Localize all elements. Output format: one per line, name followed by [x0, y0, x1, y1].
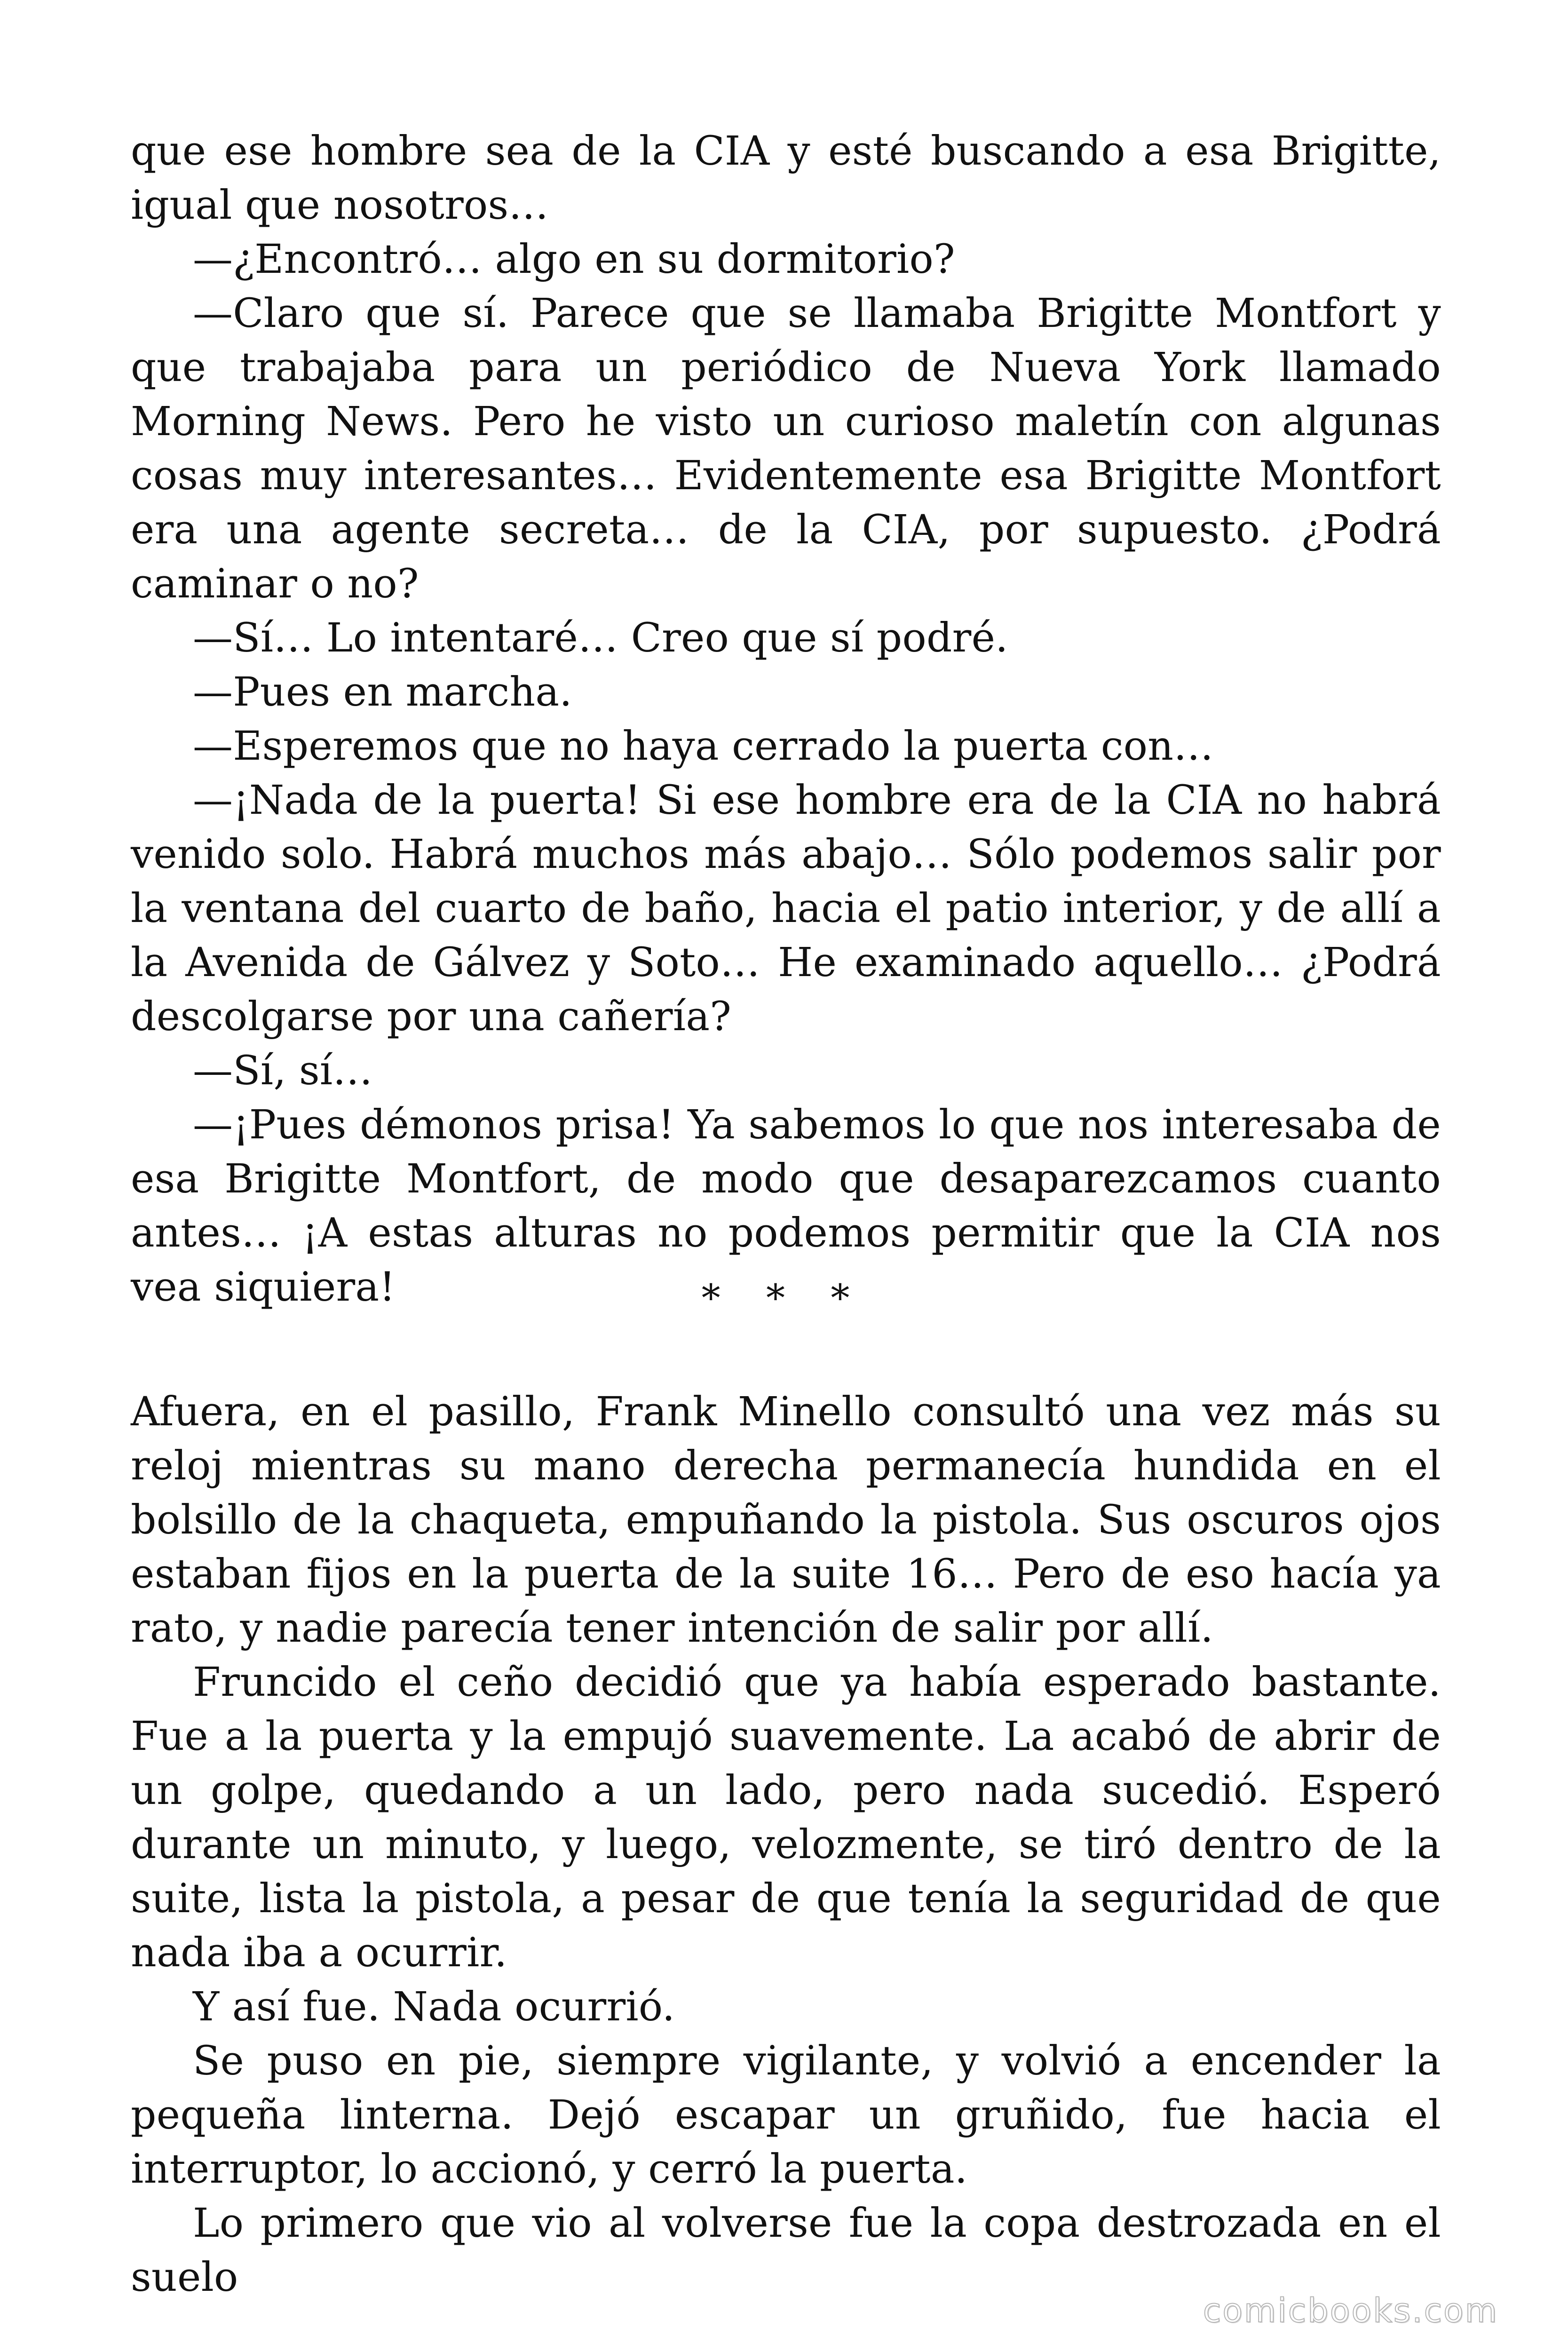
- paragraph: —Esperemos que no haya cerrado la puerta con…: [193, 723, 1214, 770]
- text-block-bottom: [131, 1385, 1441, 2304]
- paragraph: —Sí, sí…: [193, 1048, 373, 1094]
- paragraph: Lo primero que vio al volverse fue la copa destrozada en el suelo: [131, 2200, 1441, 2301]
- paragraph: —Claro que sí. Parece que se llamaba Brigitte Montfort y que trabajaba para un periódico de Nueva York llamado Morning News. Pero he visto un curioso maletín con algunas cosas muy interesantes… Evidentemente esa Brigitte Montfort era una agente secreta… de la CIA, por supuesto. ¿Podrá caminar o no?: [131, 290, 1441, 607]
- watermark: comicbooks.com: [1203, 2291, 1498, 2330]
- paragraph: Se puso en pie, siempre vigilante, y volvió a encender la pequeña linterna. Dejó escapar un gruñido, fue hacia el interruptor, lo accionó, y cerró la puerta.: [131, 2038, 1441, 2193]
- paragraph: —¡Nada de la puerta! Si ese hombre era de la CIA no habrá venido solo. Habrá muchos más abajo… Sólo podemos salir por la ventana del cuarto de baño, hacia el patio interior, y de allí a la Avenida de Gálvez y Soto… He examinado aquello… ¿Podrá descolgarse por una cañería?: [131, 777, 1441, 1040]
- paragraph: —Sí… Lo intentaré… Creo que sí podré.: [193, 615, 1008, 661]
- paragraph: Fruncido el ceño decidió que ya había esperado bastante. Fue a la puerta y la empujó suavemente. La acabó de abrir de un golpe, quedando a un lado, pero nada sucedió. Esperó durante un minuto, y luego, velozmente, se tiró dentro de la suite, lista la pistola, a pesar de que tenía la seguridad de que nada iba a ocurrir.: [131, 1659, 1441, 1976]
- paragraph: —¿Encontró… algo en su dormitorio?: [193, 236, 955, 283]
- paragraph: Y así fue. Nada ocurrió.: [193, 1984, 675, 2030]
- paragraph: —Pues en marcha.: [193, 669, 572, 715]
- text-block-top: [131, 124, 1441, 1314]
- scene-break: * * *: [701, 1276, 867, 1320]
- paragraph: Afuera, en el pasillo, Frank Minello consultó una vez más su reloj mientras su mano derecha permanecía hundida en el bolsillo de la chaqueta, empuñando la pistola. Sus oscuros ojos estaban fijos en la puerta de la suite 16… Pero de eso hacía ya rato, y nadie parecía tener intención de salir por allí.: [131, 1389, 1441, 1652]
- paragraph: que ese hombre sea de la CIA y esté buscando a esa Brigitte, igual que nosotros…: [131, 128, 1441, 229]
- paragraph: —¡Pues démonos prisa! Ya sabemos lo que nos interesaba de esa Brigitte Montfort, de modo que desaparezcamos cuanto antes… ¡A estas alturas no podemos permitir que la CIA nos vea siquiera!: [131, 1102, 1441, 1311]
